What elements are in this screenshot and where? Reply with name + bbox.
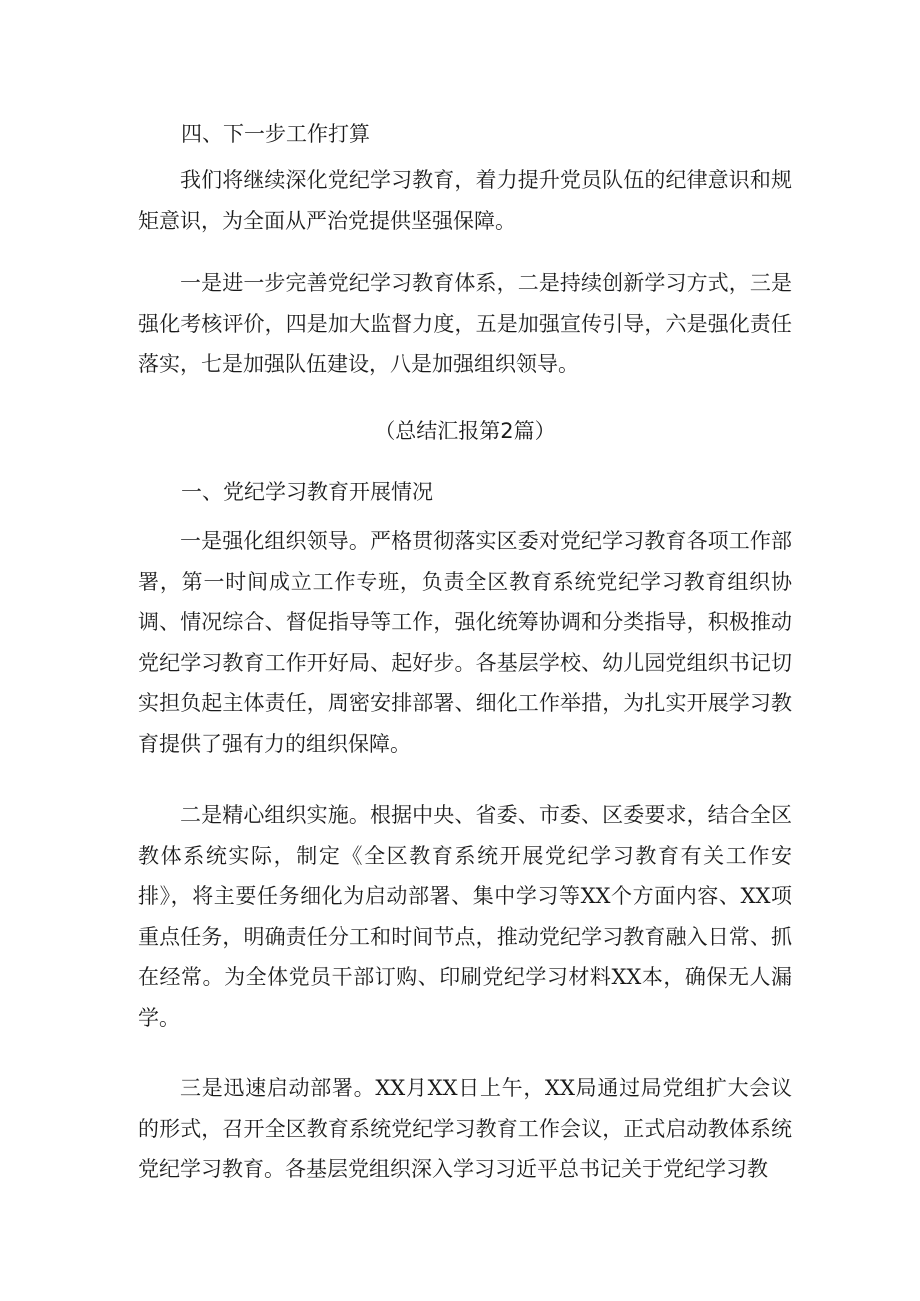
section-heading-progress: 一、党纪学习教育开展情况 [181, 480, 433, 504]
part-title: （总结汇报第2篇） [374, 419, 556, 443]
paragraph: 三是迅速启动部署。XX月XX日上午，XX局通过局党组扩大会议的形式，召开全区教育系统党纪学习教育工作会议，正式启动教体系统党纪学习教育。各基层党组织深入学习习近平总书记关于党纪学习教 [138, 1076, 792, 1181]
paragraph: 我们将继续深化党纪学习教育，着力提升党员队伍的纪律意识和规矩意识，为全面从严治党提供坚强保障。 [138, 168, 792, 233]
paragraph: 二是精心组织实施。根据中央、省委、市委、区委要求，结合全区教体系统实际，制定《全区教育系统开展党纪学习教育有关工作安排》，将主要任务细化为启动部署、集中学习等XX个方面内容、XX项重点任务，明确责任分工和时间节点，推动党纪学习教育融入日常、抓在经常。为全体党员干部订购、印刷党纪学习材料XX本，确保无人漏学。 [138, 803, 792, 1030]
paragraph: 一是强化组织领导。严格贯彻落实区委对党纪学习教育各项工作部署，第一时间成立工作专班，负责全区教育系统党纪学习教育组织协调、情况综合、督促指导等工作，强化统筹协调和分类指导，积极推动党纪学习教育工作开好局、起好步。各基层学校、幼儿园党组织书记切实担负起主体责任，周密安排部署、细化工作举措，为扎实开展学习教育提供了强有力的组织保障。 [138, 529, 792, 756]
paragraph: 一是进一步完善党纪学习教育体系，二是持续创新学习方式，三是强化考核评价，四是加大监督力度，五是加强宣传引导，六是强化责任落实，七是加强队伍建设，八是加强组织领导。 [138, 271, 792, 376]
section-heading-next-steps: 四、下一步工作打算 [181, 122, 370, 146]
